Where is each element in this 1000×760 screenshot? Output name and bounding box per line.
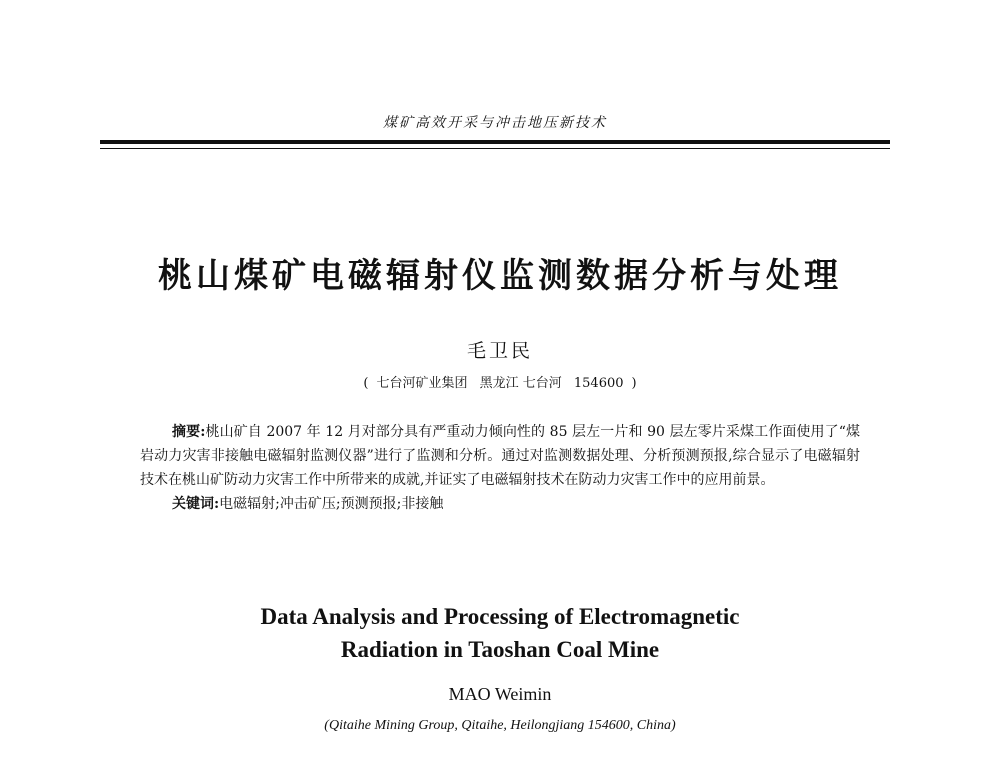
abstract-text: 桃山矿自 2007 年 12 月对部分具有严重动力倾向性的 85 层左一片和 90 层左零片采煤工作面使用了“煤岩动力灾害非接触电磁辐射监测仪器”进行了监测和分析。通过对监测数据处理、分析预测预报,综合显示了电磁辐射技术在桃山矿防动力灾害工作中所带来的成就,并证实了电磁辐射技术在防动力灾害工作中的应用前景。 [140, 424, 860, 488]
chinese-author: 毛卫民 [466, 340, 533, 362]
abstract-paragraph [140, 420, 860, 492]
english-title-line-2: Radiation in Taoshan Coal Mine [340, 637, 660, 662]
english-title-line-1: Data Analysis and Processing of Electromagnetic [260, 604, 740, 629]
header-rule-thin [100, 148, 890, 149]
chinese-title: 桃山煤矿电磁辐射仪监测数据分析与处理 [158, 256, 842, 296]
abstract-label: 摘要: [172, 424, 206, 440]
keywords-line [140, 492, 860, 516]
affiliation-close-paren: ) [631, 376, 637, 391]
abstract-block [140, 420, 860, 516]
chinese-affiliation [0, 372, 1000, 391]
english-author: MAO Weimin [448, 684, 552, 704]
english-title [0, 600, 1000, 666]
keywords-label: 关键词: [172, 496, 220, 512]
affiliation-zip: 154600 [573, 376, 624, 391]
english-affiliation: (Qitaihe Mining Group, Qitaihe, Heilongjiang 154600, China) [324, 718, 676, 733]
running-head: 煤矿高效开采与冲击地压新技术 [383, 115, 607, 131]
affiliation-place: 黑龙江 七台河 [479, 376, 562, 391]
header-rule-thick [100, 140, 890, 144]
affiliation-org: 七台河矿业集团 [376, 376, 468, 391]
affiliation-open-paren: ( [363, 376, 369, 391]
keywords-text: 电磁辐射;冲击矿压;预测预报;非接触 [219, 496, 444, 512]
